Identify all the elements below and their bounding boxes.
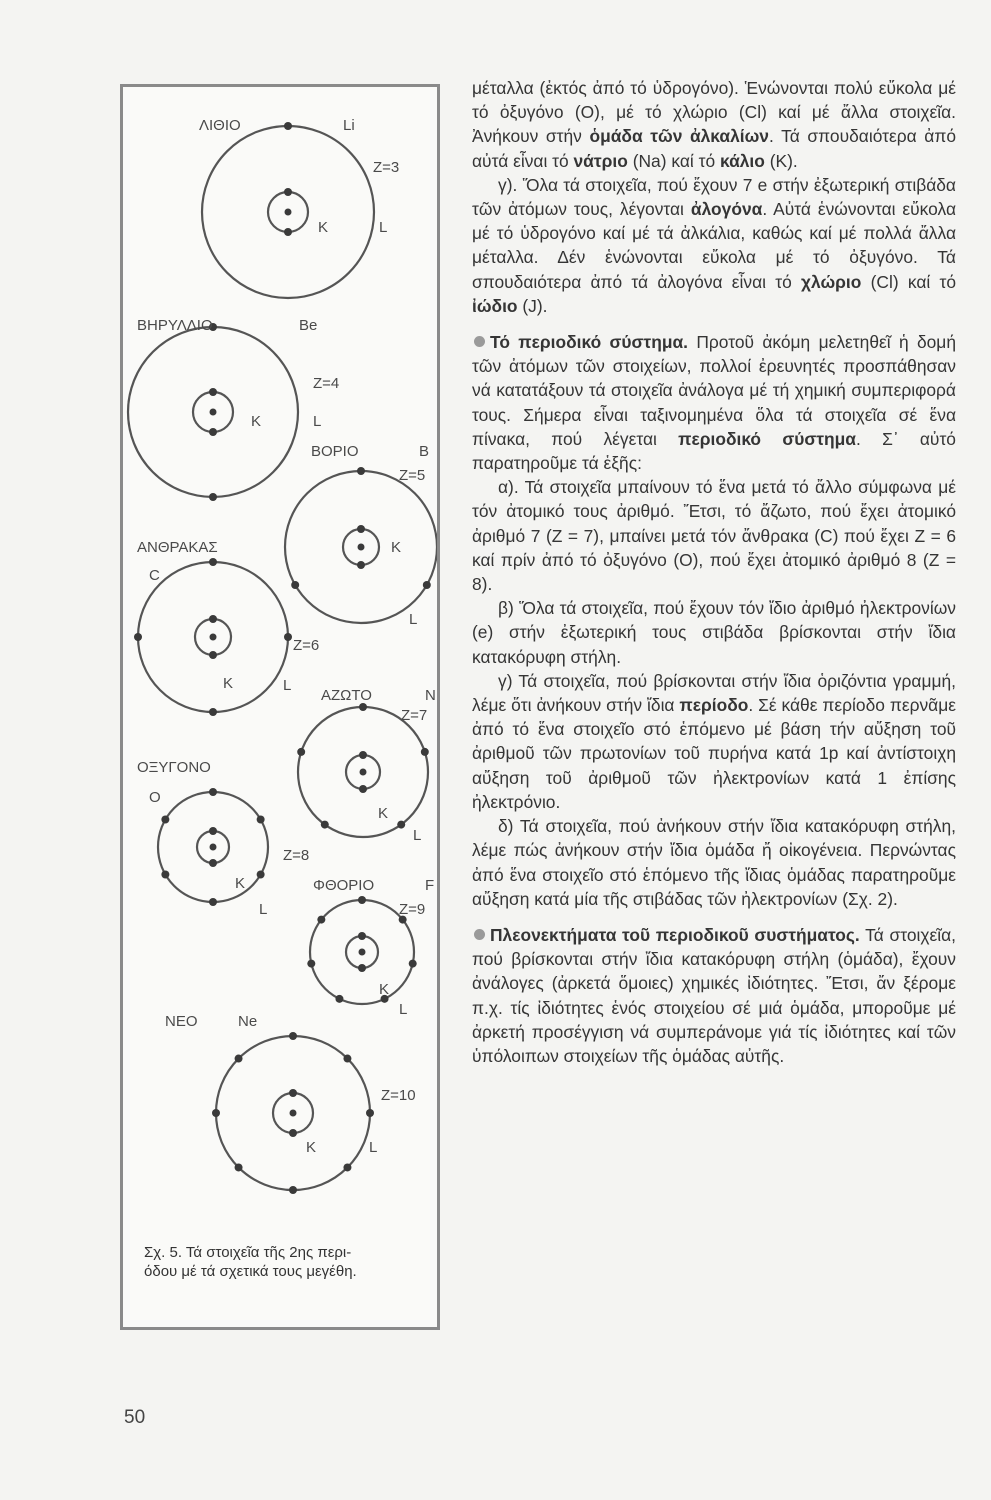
shell-l-label-N: L xyxy=(413,827,422,844)
element-name-Ne: ΝΕΟ xyxy=(165,1013,198,1030)
electron-l-O xyxy=(161,816,169,824)
electron-k-C xyxy=(209,651,217,659)
electron-k-N xyxy=(359,751,367,759)
element-name-Li: ΛΙΘΙΟ xyxy=(199,117,241,134)
term-period: περίοδο xyxy=(679,695,749,716)
electron-l-Ne xyxy=(343,1055,351,1063)
electron-l-N xyxy=(397,821,405,829)
electron-l-Ne xyxy=(212,1109,220,1117)
electron-l-N xyxy=(421,748,429,756)
term-halogens: ἀλογόνα xyxy=(690,199,763,220)
electron-l-C xyxy=(134,633,142,641)
electron-l-C xyxy=(209,708,217,716)
electron-k-Li xyxy=(284,188,292,196)
shell-k-label-B: K xyxy=(391,539,402,556)
caption-line-1: Σχ. 5. Τά στοιχεῖα τῆς 2ης περι- xyxy=(144,1244,352,1261)
atomic-number-Li: Z=3 xyxy=(373,159,400,176)
electron-l-Ne xyxy=(235,1163,243,1171)
shell-l-label-Li: L xyxy=(379,219,388,236)
shell-k-label-Be: K xyxy=(251,413,262,430)
paragraph-d: δ) Τά στοιχεῖα, πού ἀνήκουν στήν ἴδια κατακόρυφη στήλη, λέμε πώς ἀνήκουν στήν ἴδια ὁμάδα ἤ οἰκογένεια. Περνώντας ἀπό ἕνα στοιχεῖο στό ἑπόμενο τῆς ἴδιας ὁμάδας παρατηροῦμε αὔξηση κατά μία τῆς στιβάδας τῶν ἠλεκτρονίων (Σχ. 2). xyxy=(472,816,956,909)
atomic-number-Ne: Z=10 xyxy=(381,1087,416,1104)
term-potassium: κάλιο xyxy=(719,150,765,171)
shell-k-label-C: K xyxy=(223,675,234,692)
element-name-F: ΦΘΟΡΙΟ xyxy=(313,877,375,894)
electron-k-Be xyxy=(209,388,217,396)
section-title-periodic-system: Τό περιοδικό σύστημα. xyxy=(490,332,688,353)
electron-k-F xyxy=(358,964,366,972)
shell-l-label-B: L xyxy=(409,611,418,628)
electron-k-Be xyxy=(209,428,217,436)
electron-l-O xyxy=(257,816,265,824)
electron-l-Ne xyxy=(289,1032,297,1040)
element-symbol-O: O xyxy=(149,789,161,806)
caption-line-2: όδου μέ τά σχετικά τους μεγέθη. xyxy=(144,1263,357,1280)
element-symbol-Be: Be xyxy=(299,317,318,334)
electron-l-C xyxy=(284,633,292,641)
atom-diagrams xyxy=(123,87,437,1327)
shell-l-label-Be: L xyxy=(313,413,322,430)
nucleus-C xyxy=(210,634,217,641)
figure-caption xyxy=(144,1243,434,1281)
paragraph-halogens: γ). Ὅλα τά στοιχεῖα, πού ἔχουν 7 e στήν ἐξωτερική στιβάδα τῶν ἀτόμων τους, λέγονται ἀλογόνα. Αὐτά ἑνώνονται εὔκολα μέ τό ὑδρογόνο καί μέ τά ἀλκάλια, καθώς καί μέ πολλά ἄλλα μέταλλα. Δέν ἑνώνονται εὔκολα μέ τό ὀξυγόνο. Τά σπουδαιότερα ἀπό τά ἀλογόνα εἶναι τό χλώριο (Cl) καί τό ἰώδιο (J). xyxy=(472,174,956,316)
electron-l-O xyxy=(209,898,217,906)
electron-k-N xyxy=(359,785,367,793)
element-name-Be: ΒΗΡΥΛΛΙΟ xyxy=(137,317,213,334)
shell-k-label-Ne: K xyxy=(306,1139,317,1156)
electron-l-Be xyxy=(209,493,217,501)
element-symbol-B: B xyxy=(419,443,430,460)
electron-l-F xyxy=(307,960,315,968)
electron-l-O xyxy=(161,871,169,879)
electron-l-Ne xyxy=(343,1163,351,1171)
paragraph-b: β) Ὅλα τά στοιχεῖα, πού ἔχουν τόν ἴδιο ἀριθμό ἠλεκτρονίων (e) στήν ἐξωτερική τους στιβάδα βρίσκονται στήν ἴδια κατακόρυφη στήλη. xyxy=(472,598,956,667)
page-number: 50 xyxy=(124,1407,146,1428)
section-advantages: Πλεονεκτήματα τοῦ περιοδικοῦ συστήματος. Τά στοιχεῖα, πού βρίσκονται στήν ἴδια κατακόρυφη στήλη (ὁμάδα), ἔχουν ἀνάλογες (ἀρκετά ὅμοιες) χημικές ἰδιότητες. Ἔτσι, ἄν ξέρομε π.χ. τίς ἰδιότητες ἑνός στοιχείου σέ μιά ὁμάδα, μποροῦμε μέ ἀρκετή προσέγγιση νά συμπεράνομε γιά τίς ἰδιότητες καί τῶν ὑπόλοιπων στοιχείων τῆς ὁμάδας αὐτῆς. xyxy=(472,924,957,1066)
nucleus-Ne xyxy=(290,1110,297,1117)
electron-l-F xyxy=(317,916,325,924)
electron-l-B xyxy=(423,581,431,589)
shell-k-label-F: K xyxy=(379,981,390,998)
term-periodic-system: περιοδικό σύστημα xyxy=(678,428,856,449)
atom-figure-panel xyxy=(120,84,440,1330)
element-symbol-C: C xyxy=(149,567,160,584)
element-symbol-F: F xyxy=(425,877,435,894)
element-name-N: ΑΖΩΤΟ xyxy=(321,687,372,704)
shell-k-label-Li: K xyxy=(318,219,329,236)
electron-k-Ne xyxy=(289,1129,297,1137)
electron-l-O xyxy=(209,788,217,796)
nucleus-F xyxy=(359,949,366,956)
element-symbol-Li: Li xyxy=(343,117,355,134)
electron-l-Ne xyxy=(289,1186,297,1194)
term-alkali-group: ὁμάδα τῶν ἀλκαλίων xyxy=(589,126,769,147)
shell-l-label-O: L xyxy=(259,901,268,918)
atomic-number-B: Z=5 xyxy=(399,467,426,484)
bullet-icon xyxy=(474,929,485,940)
electron-l-F xyxy=(409,960,417,968)
shell-k-label-O: K xyxy=(235,875,246,892)
element-name-O: ΟΞΥΓΟΝΟ xyxy=(137,759,211,776)
term-sodium: νάτριο xyxy=(573,150,628,171)
electron-l-F xyxy=(358,896,366,904)
paragraph-c: γ) Τά στοιχεῖα, πού βρίσκονται στήν ἴδια ὁριζόντια γραμμή, λέμε ὅτι ἀνήκουν στήν ἴδια περίοδο. Σέ κάθε περίοδο περνᾶμε ἀπό τό ἕνα στοιχεῖο στό ἑπόμενο μέ βάση τήν αὔξηση τοῦ ἀριθμοῦ τῶν πρωτονίων τοῦ πυρήνα κατά 1p καί ἀντίστοιχη αὔξηση τοῦ ἀριθμοῦ τῶν ἠλεκτρονίων κατά 1 ἐπίσης ἠλεκτρόνιο. xyxy=(472,670,956,812)
electron-l-N xyxy=(321,821,329,829)
electron-l-Ne xyxy=(366,1109,374,1117)
section-periodic-system: Τό περιοδικό σύστημα. Προτοῦ ἀκόμη μελετηθεῖ ἡ δομή τῶν ἀτόμων τῶν στοιχείων, πολλοί ἐρευνητές προσπάθησαν νά κατατάξουν τά στοιχεῖα ἀνάλογα μέ τή χημική συμπεριφορά τους. Σήμερα εἶναι ταξινομημένα ὅλα τά στοιχεῖα σέ ἕνα πίνακα, πού λέγεται περιοδικό σύστημα. Σ᾽ αὐτό παρατηροῦμε τά ἑξῆς: xyxy=(472,332,956,474)
atomic-number-O: Z=8 xyxy=(283,847,310,864)
electron-k-Li xyxy=(284,228,292,236)
electron-l-B xyxy=(291,581,299,589)
nucleus-Li xyxy=(285,209,292,216)
electron-k-B xyxy=(357,525,365,533)
atomic-number-C: Z=6 xyxy=(293,637,320,654)
shell-l-label-F: L xyxy=(399,1001,408,1018)
shell-l-label-C: L xyxy=(283,677,292,694)
electron-l-N xyxy=(297,748,305,756)
nucleus-O xyxy=(210,844,217,851)
electron-k-O xyxy=(209,827,217,835)
paragraph-alkali: μέταλλα (ἐκτός ἀπό τό ὑδρογόνο). Ἑνώνονται πολύ εὔκολα μέ τό ὀξυγόνο (Ο), μέ τό χλώριο (Cl) καί μέ ἄλλα στοιχεῖα. Ἀνήκουν στήν ὁμάδα τῶν ἀλκαλίων. Τά σπουδαιότερα ἀπό αὐτά εἶναι τό νάτριο (Na) καί τό κάλιο (K). xyxy=(472,78,956,171)
element-name-C: ΑΝΘΡΑΚΑΣ xyxy=(137,539,218,556)
electron-k-Ne xyxy=(289,1089,297,1097)
paragraph-a: α). Τά στοιχεῖα μπαίνουν τό ἕνα μετά τό ἄλλο σύμφωνα μέ τόν ἀτομικό τους ἀριθμό. Ἔτσι, τό ἄζωτο, πού ἔχει ἀτομικό ἀριθμό 7 (Ζ = 7), μπαίνει μετά τόν ἄνθρακα (C) πού ἔχει Ζ = 6 καί πρίν ἀπό τό ὀξυγόνο (Ο), πού ἔχει ἀτομικό ἀριθμό 8 (Ζ = 8). xyxy=(472,477,956,595)
element-symbol-N: N xyxy=(425,687,436,704)
nucleus-B xyxy=(358,544,365,551)
electron-l-N xyxy=(359,703,367,711)
electron-l-Ne xyxy=(235,1055,243,1063)
atomic-number-Be: Z=4 xyxy=(313,375,340,392)
atomic-number-F: Z=9 xyxy=(399,901,426,918)
element-symbol-Ne: Ne xyxy=(238,1013,258,1030)
electron-l-C xyxy=(209,558,217,566)
electron-l-F xyxy=(335,995,343,1003)
term-chlorine: χλώριο xyxy=(801,271,862,292)
electron-k-O xyxy=(209,859,217,867)
electron-l-Li xyxy=(284,122,292,130)
body-text-column xyxy=(472,76,956,1068)
nucleus-Be xyxy=(210,409,217,416)
element-name-B: ΒΟΡΙΟ xyxy=(311,443,359,460)
shell-k-label-N: K xyxy=(378,805,389,822)
electron-k-F xyxy=(358,932,366,940)
electron-l-O xyxy=(257,871,265,879)
term-iodine: ἰώδιο xyxy=(472,295,518,316)
electron-k-C xyxy=(209,615,217,623)
nucleus-N xyxy=(360,769,367,776)
atomic-number-N: Z=7 xyxy=(401,707,428,724)
section-title-advantages: Πλεονεκτήματα τοῦ περιοδικοῦ συστήματος. xyxy=(490,924,860,945)
electron-l-B xyxy=(357,467,365,475)
bullet-icon xyxy=(474,336,485,347)
shell-l-label-Ne: L xyxy=(369,1139,378,1156)
electron-k-B xyxy=(357,561,365,569)
